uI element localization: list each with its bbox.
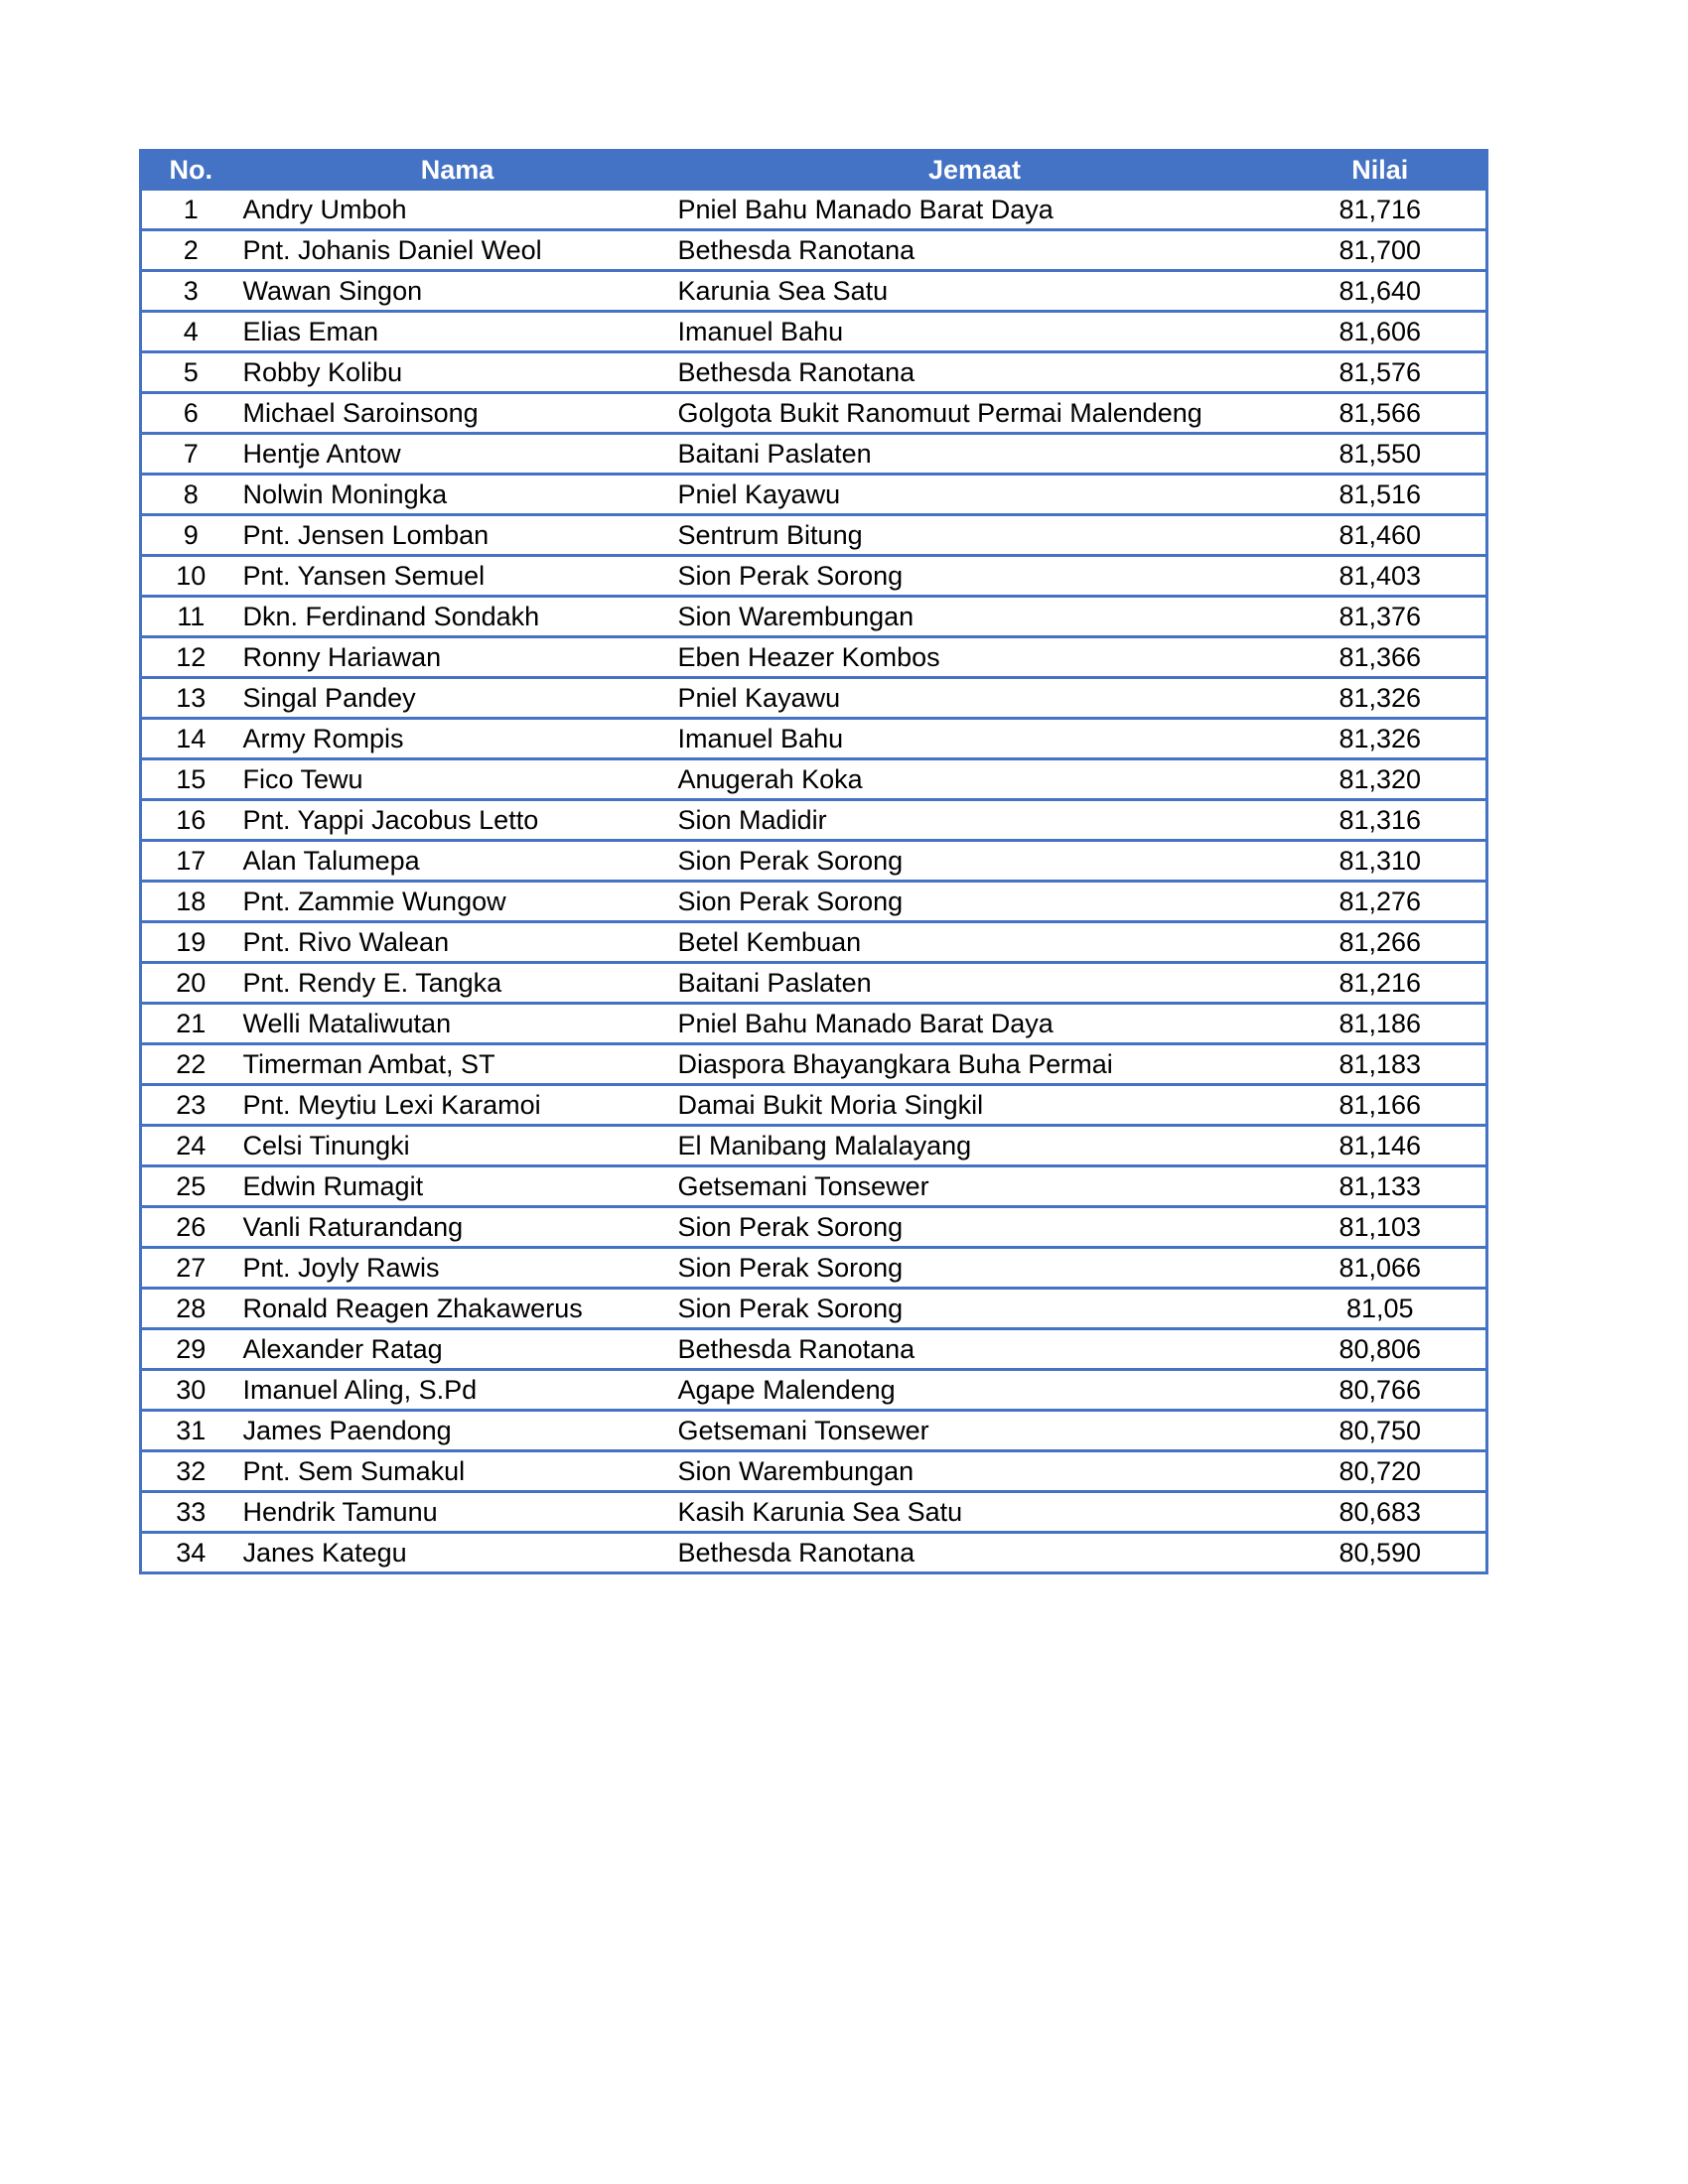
header-nilai: Nilai [1275,151,1487,190]
table-row [141,719,1487,759]
cell-nilai: 81,066 [1275,1248,1487,1289]
cell-jemaat: Bethesda Ranotana [675,1533,1275,1573]
table-row [141,1166,1487,1207]
cell-no: 20 [141,963,240,1004]
table-row [141,882,1487,922]
cell-nama: Pnt. Jensen Lomban [240,515,675,556]
cell-nilai: 81,05 [1275,1289,1487,1329]
cell-jemaat: Golgota Bukit Ranomuut Permai Malendeng [675,393,1275,434]
cell-nilai: 81,640 [1275,271,1487,312]
table-row [141,1248,1487,1289]
cell-nama: Elias Eman [240,312,675,352]
cell-no: 3 [141,271,240,312]
cell-nilai: 81,716 [1275,190,1487,230]
cell-no: 27 [141,1248,240,1289]
cell-nama: Alexander Ratag [240,1329,675,1370]
cell-no: 16 [141,800,240,841]
table-row [141,190,1487,230]
table-row [141,475,1487,515]
cell-no: 5 [141,352,240,393]
cell-nama: Celsi Tinungki [240,1126,675,1166]
table-row [141,1289,1487,1329]
table-row [141,841,1487,882]
cell-nilai: 81,516 [1275,475,1487,515]
cell-nilai: 81,403 [1275,556,1487,597]
cell-no: 19 [141,922,240,963]
cell-no: 23 [141,1085,240,1126]
cell-nama: Pnt. Rendy E. Tangka [240,963,675,1004]
cell-nama: Timerman Ambat, ST [240,1044,675,1085]
table-body [141,190,1487,1573]
table-row [141,515,1487,556]
cell-no: 33 [141,1492,240,1533]
cell-nilai: 81,133 [1275,1166,1487,1207]
table-row [141,230,1487,271]
cell-jemaat: Sion Perak Sorong [675,1289,1275,1329]
cell-nama: Andry Umboh [240,190,675,230]
cell-jemaat: Bethesda Ranotana [675,352,1275,393]
cell-no: 15 [141,759,240,800]
cell-jemaat: Diaspora Bhayangkara Buha Permai [675,1044,1275,1085]
cell-jemaat: Damai Bukit Moria Singkil [675,1085,1275,1126]
cell-nama: Dkn. Ferdinand Sondakh [240,597,675,637]
table-row [141,800,1487,841]
cell-nilai: 81,216 [1275,963,1487,1004]
cell-no: 30 [141,1370,240,1411]
cell-nama: Pnt. Johanis Daniel Weol [240,230,675,271]
table-row [141,1451,1487,1492]
cell-nilai: 80,720 [1275,1451,1487,1492]
cell-jemaat: Pniel Kayawu [675,475,1275,515]
cell-jemaat: Sion Perak Sorong [675,841,1275,882]
cell-jemaat: Pniel Kayawu [675,678,1275,719]
table-row [141,922,1487,963]
cell-nama: Pnt. Joyly Rawis [240,1248,675,1289]
table-row [141,271,1487,312]
cell-nilai: 80,683 [1275,1492,1487,1533]
cell-nilai: 81,310 [1275,841,1487,882]
cell-no: 12 [141,637,240,678]
cell-nama: James Paendong [240,1411,675,1451]
cell-nama: Singal Pandey [240,678,675,719]
cell-nama: Pnt. Yappi Jacobus Letto [240,800,675,841]
table-row [141,637,1487,678]
cell-jemaat: Imanuel Bahu [675,719,1275,759]
cell-nilai: 80,766 [1275,1370,1487,1411]
cell-no: 11 [141,597,240,637]
cell-jemaat: Pniel Bahu Manado Barat Daya [675,1004,1275,1044]
cell-jemaat: Betel Kembuan [675,922,1275,963]
table-row [141,1370,1487,1411]
cell-jemaat: Imanuel Bahu [675,312,1275,352]
table-row [141,1085,1487,1126]
table-row [141,963,1487,1004]
cell-jemaat: Agape Malendeng [675,1370,1275,1411]
cell-jemaat: Kasih Karunia Sea Satu [675,1492,1275,1533]
cell-no: 25 [141,1166,240,1207]
cell-nama: Fico Tewu [240,759,675,800]
cell-nama: Welli Mataliwutan [240,1004,675,1044]
cell-no: 32 [141,1451,240,1492]
cell-jemaat: Sion Perak Sorong [675,1207,1275,1248]
cell-nilai: 81,266 [1275,922,1487,963]
cell-nilai: 81,576 [1275,352,1487,393]
cell-nama: Robby Kolibu [240,352,675,393]
header-no: No. [141,151,240,190]
cell-nama: Imanuel Aling, S.Pd [240,1370,675,1411]
cell-nama: Janes Kategu [240,1533,675,1573]
cell-no: 6 [141,393,240,434]
table-row [141,1004,1487,1044]
cell-nilai: 81,166 [1275,1085,1487,1126]
cell-no: 28 [141,1289,240,1329]
header-row [141,151,1487,190]
cell-nilai: 81,146 [1275,1126,1487,1166]
cell-no: 24 [141,1126,240,1166]
table-row [141,1492,1487,1533]
cell-nilai: 80,750 [1275,1411,1487,1451]
cell-nilai: 81,606 [1275,312,1487,352]
cell-nilai: 81,700 [1275,230,1487,271]
cell-no: 18 [141,882,240,922]
cell-no: 1 [141,190,240,230]
cell-no: 21 [141,1004,240,1044]
cell-no: 10 [141,556,240,597]
cell-nama: Alan Talumepa [240,841,675,882]
cell-no: 26 [141,1207,240,1248]
cell-no: 2 [141,230,240,271]
cell-nilai: 80,806 [1275,1329,1487,1370]
cell-nama: Wawan Singon [240,271,675,312]
cell-jemaat: Baitani Paslaten [675,434,1275,475]
cell-nama: Pnt. Zammie Wungow [240,882,675,922]
cell-nilai: 81,320 [1275,759,1487,800]
table-row [141,312,1487,352]
cell-nama: Pnt. Yansen Semuel [240,556,675,597]
cell-jemaat: Anugerah Koka [675,759,1275,800]
table-row [141,434,1487,475]
table-row [141,1411,1487,1451]
cell-nilai: 81,566 [1275,393,1487,434]
cell-nilai: 81,366 [1275,637,1487,678]
table-row [141,393,1487,434]
cell-nilai: 81,183 [1275,1044,1487,1085]
cell-jemaat: Baitani Paslaten [675,963,1275,1004]
cell-nama: Pnt. Sem Sumakul [240,1451,675,1492]
cell-jemaat: Pniel Bahu Manado Barat Daya [675,190,1275,230]
table-row [141,1329,1487,1370]
cell-jemaat: Sion Perak Sorong [675,556,1275,597]
cell-jemaat: El Manibang Malalayang [675,1126,1275,1166]
cell-no: 13 [141,678,240,719]
table-row [141,1533,1487,1573]
cell-jemaat: Bethesda Ranotana [675,230,1275,271]
cell-nilai: 81,186 [1275,1004,1487,1044]
header-nama: Nama [240,151,675,190]
cell-jemaat: Sion Madidir [675,800,1275,841]
table-row [141,597,1487,637]
table-row [141,1207,1487,1248]
cell-nilai: 81,550 [1275,434,1487,475]
cell-nama: Hentje Antow [240,434,675,475]
cell-nama: Ronald Reagen Zhakawerus [240,1289,675,1329]
cell-nilai: 81,326 [1275,678,1487,719]
cell-jemaat: Getsemani Tonsewer [675,1411,1275,1451]
cell-nilai: 81,376 [1275,597,1487,637]
cell-jemaat: Sion Warembungan [675,1451,1275,1492]
cell-no: 17 [141,841,240,882]
cell-jemaat: Getsemani Tonsewer [675,1166,1275,1207]
cell-nama: Michael Saroinsong [240,393,675,434]
cell-nilai: 81,103 [1275,1207,1487,1248]
cell-jemaat: Sion Warembungan [675,597,1275,637]
cell-nama: Edwin Rumagit [240,1166,675,1207]
table-row [141,352,1487,393]
cell-jemaat: Karunia Sea Satu [675,271,1275,312]
cell-no: 31 [141,1411,240,1451]
cell-jemaat: Sion Perak Sorong [675,882,1275,922]
cell-nama: Vanli Raturandang [240,1207,675,1248]
cell-no: 22 [141,1044,240,1085]
table-row [141,1044,1487,1085]
table-row [141,678,1487,719]
table-row [141,759,1487,800]
cell-no: 29 [141,1329,240,1370]
cell-nama: Hendrik Tamunu [240,1492,675,1533]
table-header [141,151,1487,190]
cell-nama: Pnt. Rivo Walean [240,922,675,963]
cell-no: 7 [141,434,240,475]
header-jemaat: Jemaat [675,151,1275,190]
cell-nama: Ronny Hariawan [240,637,675,678]
cell-jemaat: Sentrum Bitung [675,515,1275,556]
cell-no: 9 [141,515,240,556]
cell-jemaat: Bethesda Ranotana [675,1329,1275,1370]
table-row [141,1126,1487,1166]
cell-no: 14 [141,719,240,759]
cell-nilai: 81,316 [1275,800,1487,841]
cell-no: 34 [141,1533,240,1573]
cell-nama: Pnt. Meytiu Lexi Karamoi [240,1085,675,1126]
cell-no: 4 [141,312,240,352]
cell-nilai: 81,326 [1275,719,1487,759]
table-row [141,556,1487,597]
cell-nilai: 81,276 [1275,882,1487,922]
cell-no: 8 [141,475,240,515]
cell-jemaat: Sion Perak Sorong [675,1248,1275,1289]
cell-jemaat: Eben Heazer Kombos [675,637,1275,678]
cell-nama: Army Rompis [240,719,675,759]
cell-nilai: 81,460 [1275,515,1487,556]
results-table [139,149,1488,1574]
cell-nama: Nolwin Moningka [240,475,675,515]
cell-nilai: 80,590 [1275,1533,1487,1573]
